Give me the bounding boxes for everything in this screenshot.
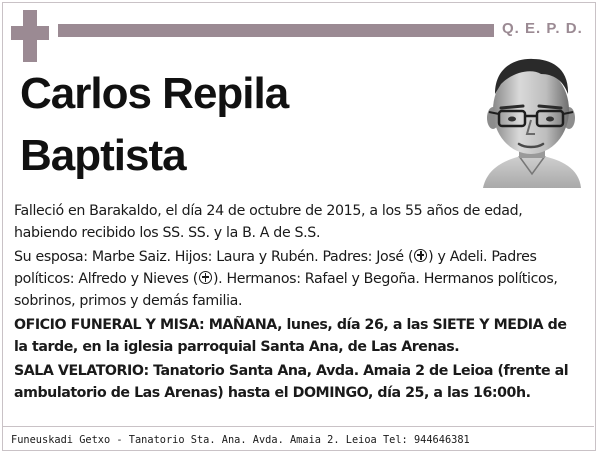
text-line: OFICIO FUNERAL Y MISA: MAÑANA, lunes, día 26, a las SIETE Y MEDIA de	[14, 317, 567, 333]
funeral-home-footer: Funeuskadi Getxo - Tanatorio Sta. Ana. Avda. Amaia 2. Leioa Tel: 944646381	[11, 434, 470, 446]
text-segment: Su esposa: Marbe Saiz. Hijos: Laura y Rubén. Padres: José (	[14, 249, 414, 265]
text-line: habiendo recibido los SS. SS. y la B. A de S.S.	[14, 225, 321, 241]
text-line: ambulatorio de Las Arenas) hasta el DOMINGO, día 25, a las 16:00h.	[14, 385, 531, 401]
portrait-photo	[481, 56, 583, 188]
footer-divider	[2, 426, 594, 427]
header-rule	[58, 24, 494, 37]
text-line	[14, 268, 586, 290]
text-segment: políticos: Alfredo y Nieves (	[14, 271, 198, 287]
text-line: Falleció en Barakaldo, el día 24 de octubre de 2015, a los 55 años de edad,	[14, 203, 523, 219]
death-announcement-paragraph	[14, 200, 586, 244]
text-segment: ) y Adeli. Padres	[428, 249, 537, 265]
text-line: sobrinos, primos y demás familia.	[14, 293, 243, 309]
deceased-cross-icon	[414, 249, 427, 262]
deceased-name-line2: Baptista	[20, 131, 186, 180]
funeral-mass-paragraph	[14, 314, 586, 358]
text-line: la tarde, en la iglesia parroquial Santa Ana, de Las Arenas.	[14, 339, 460, 355]
text-line	[14, 246, 586, 268]
deceased-name-line1: Carlos Repila	[20, 69, 289, 118]
deceased-cross-icon	[199, 271, 212, 284]
text-segment: ). Hermanos: Rafael y Begoña. Hermanos políticos,	[212, 271, 558, 287]
qepd-label: Q. E. P. D.	[502, 20, 583, 37]
text-line: SALA VELATORIO: Tanatorio Santa Ana, Avda. Amaia 2 de Leioa (frente al	[14, 363, 569, 379]
family-paragraph	[14, 246, 586, 312]
wake-room-paragraph	[14, 360, 586, 404]
latin-cross-icon	[11, 10, 49, 62]
